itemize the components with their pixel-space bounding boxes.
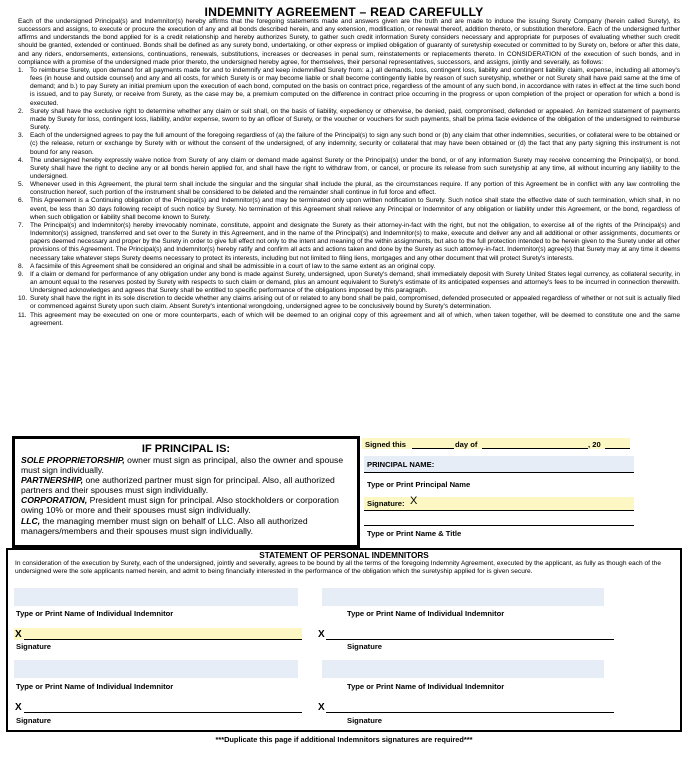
corporation-rule: CORPORATION, President must sign for principal. Also stockholders or corporation owing 10% or more and their spouses must sign individually. (21, 495, 339, 516)
personal-indemnitors-section (6, 548, 682, 732)
signed-this-label: Signed this (365, 440, 406, 449)
month-field[interactable] (482, 448, 588, 449)
indemnitor-1-name-field[interactable] (14, 588, 298, 606)
indemnitor-4-signature-label: Signature (347, 716, 383, 725)
day-field[interactable] (412, 448, 454, 449)
clause-item: 10. Surety shall have the right in its sole discretion to decide whether any claims arising out of or related to any bond shall be paid, compromised, defended prosecuted or appealed regardless of whether or not suit is actually filed or commenced against Surety upon such claim. Absent Surety's intentional wrongdoing, undersigned agree to be conclusively bound by Surety's determination. (18, 295, 680, 311)
indemnitor-4-signature-line[interactable] (326, 712, 614, 713)
day-of-label: day of (455, 440, 478, 449)
clause-item: 7. The Principal(s) and Indemnitor(s) hereby irrevocably nominate, constitute, appoint and designate the Surety as their attorney-in-fact with the right, but not the obligation, to exercise all of the rights of the Principal(s) and Indemnitor(s) assigned, transferred and set over to the Surety in this Agreement, and in the name of the Principal(s) and Indemnitor(s) to make, execute and deliver any and all additional or other assignments, documents or papers deemed necessary and proper by the Surety in order to give full effect not only to the intent and meaning of the within assignments, but also to the full protection intended to be herein given to the Surety under all other provisions of this Agreement. The Principal(s) and Indemnitor(s) hereby ratify and confirm all acts and actions taken and done by the Surety as such attorney-in-fact. Indemnitor(s) agree(s) that Surety may at any time it deems necessary take whatever steps Surety deems necessary to protect its interests, including but not limited to filing liens, mortgages and any other document that will protect Surety's interests. (18, 221, 680, 262)
year-field[interactable] (605, 448, 630, 449)
indemnitor-3-name-field[interactable] (14, 660, 298, 678)
clause-item: 8. A facsimile of this Agreement shall be considered an original and shall be admissible in a court of law to the same extent as an original copy. (18, 262, 436, 270)
year-label: , 20 (588, 440, 601, 449)
indemnitors-title: STATEMENT OF PERSONAL INDEMNITORS (259, 551, 429, 560)
signature-label: Signature: (367, 499, 405, 508)
indemnitor-4-name-field[interactable] (322, 660, 604, 678)
indemnitor-1-x-mark: X (15, 629, 22, 640)
signature-line (364, 510, 634, 511)
indemnitor-2-name-label: Type or Print Name of Individual Indemnitor (347, 609, 505, 618)
agreement-body (18, 18, 680, 328)
agreement-intro: Each of the undersigned Principal(s) and Indemnitor(s) hereby affirms that the foregoing statements made and answers given are the truth and are made to induce the issuing Surety Company (herein called Surety), its successors and assigns, to execute or procure the execution of any and all bonds described herein, and any extension, modification, or renewal thereof, addition thereto, or substitution therefore. Each of the undersigned further affirms and understands the bond applied for is a credit relationship and hereby authorizes Surety, to gather such credit information Surety considers necessary and appropriate for purposes of evaluating whether such credit should be granted, extended or continued. Bonds shall be defined as any surety bond, undertaking, or other express or implied obligation of guaranty of suretyship executed or committed to by Surety on, before or after this date, and any riders, endorsements, extensions, continuations, renewals, substitutions, increases or decreases in penal sum, reinstatements or replacements thereto. In CONSIDERATION of the execution of such bonds, and in compliance with a promise of the undersigned made prior thereto, the undersigned hereby agree, for themselves, their personal representatives, successors, and assigns, jointly and severally, as follows: (18, 18, 680, 66)
indemnitors-statement: In consideration of the execution by Surety, each of the undersigned, jointly and severally, agrees to be bound by all the terms of the foregoing Indemnity Agreement, executed by the applicant, as fully as though each of the undersigned were the sole applicants named herein, and admit to being financially interested in the performance of the obligation which the suretyship applied for is given secure. (15, 560, 661, 576)
partnership-rule: PARTNERSHIP, one authorized partner must sign for principal. Also, all authorized partners and their spouses must sign individually. (21, 475, 335, 496)
llc-rule: LLC, the managing member must sign on behalf of LLC. Also all authorized managers/members and their spouses must sign individually. (21, 515, 308, 536)
indemnitor-2-x-mark: X (318, 629, 325, 640)
indemnitor-3-signature-line[interactable] (24, 712, 302, 713)
indemnitor-2-name-field[interactable] (322, 588, 604, 606)
indemnitor-2-signature-label: Signature (347, 642, 383, 651)
indemnitor-3-x-mark: X (15, 702, 22, 713)
indemnitor-4-name-label: Type or Print Name of Individual Indemnitor (347, 682, 505, 691)
indemnitor-1-signature-label: Signature (16, 642, 52, 651)
signature-x-mark: X (410, 495, 418, 507)
clause-item: 4. The undersigned hereby expressly waive notice from Surety of any claim or demand made against Surety or the Principal(s) under the bond, or of any information Surety may receive concerning the Principal(s), or bond. Surety shall have the right to decline any or all bonds herein applied for, and shall have the right to withdraw from, or cancel, or procure its release from such suretyship at any time, all without incurring any liability to the undersigned. (18, 156, 680, 180)
clause-item: 5. Whenever used in this Agreement, the plural term shall include the singular and the singular shall include the plural, as the circumstances require. If any portion of this Agreement be in conflict with any law controlling the construction hereof, such portion of the instrument shall be considered to be deleted and the remainder shall continue in full force and effect. (18, 181, 680, 197)
clause-item: 9. If a claim or demand for performance of any obligation under any bond is made against Surety, undersigned, upon Surety's demand, shall immediately deposit with Surety United States legal currency, as collateral security, in an amount equal to the reserves posted by Surety with respects to such claim or demand, plus an amount equivalent to Surety's estimate of its anticipated expenses and attorney's fees to be incurred in connection therewith. Undersigned acknowledges and agrees that Surety shall be entitled to specific performance of the obligations imposed by this paragraph. (18, 270, 680, 295)
agreement-clauses (18, 67, 680, 328)
clause-item: 1. To reimburse Surety, upon demand for all payments made for and to indemnify and keep indemnified Surety from: a.) all demands, loss, contingent loss, liability and contingent liability claim, expense, including all attorney's fees (in house and outside counsel) and any and all costs, for which Surety is or may become liable or shall become contingently liable by reason of such suretyship, whether or not Surety shall have paid same at the time of demand; and b.) to pay Surety an initial premium upon the execution of each bond, computed on the basis on contract price, regardless of the amount of any such bond, in accordance with rates in effect at the time such bond is issued, and to pay Surety, or receive from Surety, as the case may be, a premium computed on the difference in contract price occurring in the progress or upon completion of the project or operation for which a bond is executed. (18, 66, 680, 107)
indemnitor-3-name-label: Type or Print Name of Individual Indemnitor (16, 682, 174, 691)
principal-instructions-box (12, 436, 360, 548)
name-title-line[interactable] (364, 525, 634, 526)
sole-proprietorship-rule: SOLE PROPRIETORSHIP, owner must sign as principal, also the owner and spouse must sign individually. (21, 455, 344, 476)
clause-item: 3. Each of the undersigned agrees to pay the full amount of the foregoing regardless of (a) the failure of the Principal(s) to sign any such bond or (b) any claim that other indemnities, securities, or collateral were to be obtained or (c) the release, return or exchange by Surety with or without the consent of the undersigned, of any indemnity, security or collateral that may have been obtained or (d) the fact that any party signing this instrument is not bound for any reason. (18, 132, 680, 156)
page-title: INDEMNITY AGREEMENT – READ CAREFULLY (204, 5, 484, 19)
principal-name-line (364, 472, 634, 473)
indemnitor-4-x-mark: X (318, 702, 325, 713)
type-principal-name-label: Type or Print Principal Name (367, 480, 471, 489)
indemnitor-3-signature-label: Signature (16, 716, 52, 725)
clause-item: 2. Surety shall have the exclusive right to determine whether any claim or suit shall, on the basis of liability, expediency or otherwise, be denied, paid, compromised, defended or appealed. An itemized statement of payments made by Surety for loss, contingent loss, liability, and/or expense, sworn to by an officer of Surety, or the voucher or vouchers for such payments, shall be prima facie evidence of the obligation of the undersigned to reimburse Surety. (18, 107, 680, 132)
type-name-title-label: Type or Print Name & Title (367, 529, 462, 538)
indemnitor-1-signature-line (24, 639, 302, 640)
indemnitor-2-signature-line[interactable] (326, 639, 614, 640)
principal-box-title: IF PRINCIPAL IS: (141, 443, 231, 455)
duplicate-page-note: ***Duplicate this page if additional Indemnitors signatures are required*** (215, 735, 473, 744)
indemnitor-1-name-label: Type or Print Name of Individual Indemnitor (16, 609, 174, 618)
principal-signing-area (362, 436, 680, 548)
clause-item: 6. This Agreement is a Continuing obligation of the Principal(s) and Indemnitor(s) and may be terminated only upon written notification to Surety. Such notice shall state the effective date of such termination, which shall, in no event, be less than 30 days following receipt of such notice by Surety. No termination of this Agreement shall relieve any Principal or Indemnitor of any obligation or liability under this Agreement, or the bond, regardless of when such obligation or liability shall become known to Surety. (18, 197, 680, 221)
principal-name-label: PRINCIPAL NAME: (367, 460, 435, 469)
clause-item: 11. This agreement may be executed on one or more counterparts, each of which will be deemed to an original copy of this agreement and all of which, when taken together, will be deemed to constitute one and the same agreement. (18, 311, 680, 327)
